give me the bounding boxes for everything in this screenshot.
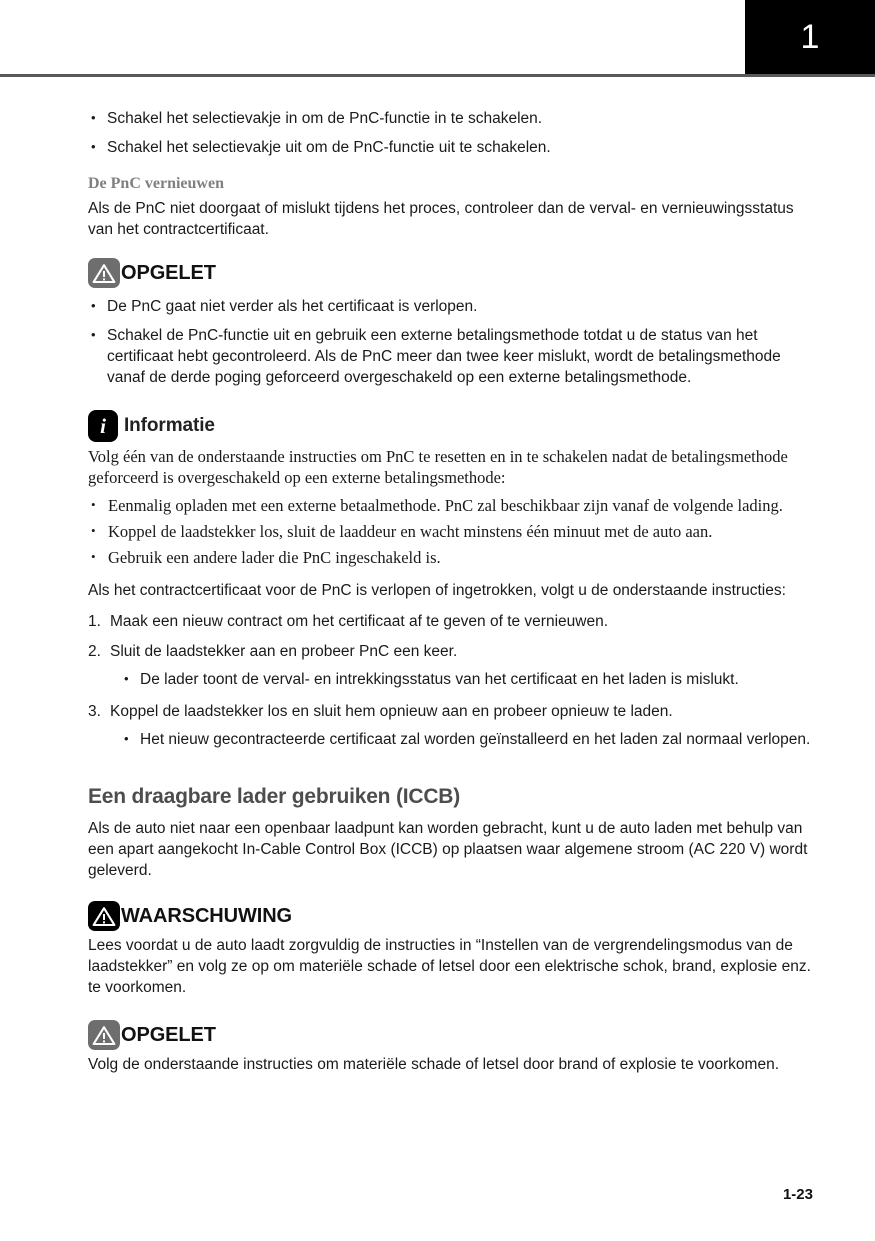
header-divider — [0, 74, 875, 77]
page-header — [0, 0, 875, 76]
section-paragraph: Als de auto niet naar een openbaar laadpunt kan worden gebracht, kunt u de auto laden met behulp van een apart aangekocht In-Cable Control Box (ICCB) op plaatsen waar algemene stroom (AC 220 V) wordt geleverd. — [88, 820, 808, 879]
warning-paragraph: Lees voordat u de auto laadt zorgvuldig de instructies in “Instellen van de vergrendelingsmodus van de laadstekker” en volg ze op om materiële schade of letsel door een elektrische schok, brand, explosie enz. te voorkomen. — [88, 937, 811, 996]
chapter-number-tab: 1 — [745, 0, 875, 75]
warning-triangle-icon — [88, 1020, 120, 1050]
list-item: • Schakel de PnC-functie uit en gebruik een externe betalingsmethode totdat u de status van het certificaat hebt gecontroleerd. Als de PnC meer dan twee keer mislukt, wordt de betalingsmethode vanaf de derde poging geforceerd overgeschakeld op een externe betalingsmethode. — [88, 325, 813, 388]
information-body — [88, 446, 813, 568]
caution-notice-header-1 — [88, 258, 813, 288]
list-item: • Schakel het selectievakje in om de PnC-functie in te schakelen. — [88, 108, 813, 129]
step-text: Koppel de laadstekker los en sluit hem opnieuw aan en probeer opnieuw te laden. — [110, 703, 673, 720]
warning-notice-header — [88, 901, 813, 931]
warning-label: WAARSCHUWING — [121, 905, 293, 927]
information-label: Informatie — [124, 415, 215, 436]
step-number: 2. — [88, 643, 101, 660]
information-icon — [88, 410, 118, 442]
caution-notice-header-2 — [88, 1020, 813, 1050]
step-text: Maak een nieuw contract om het certificaat af te geven of te vernieuwen. — [110, 613, 608, 630]
list-item: • Schakel het selectievakje uit om de PnC-functie uit te schakelen. — [88, 137, 813, 158]
caution-bullet-list-1 — [88, 296, 813, 388]
top-bullet-list — [88, 108, 813, 158]
caution-label: OPGELET — [121, 1024, 216, 1046]
information-paragraph: Volg één van de onderstaande instructies om PnC te resetten en in te schakelen nadat de betalingsmethode geforceerd is overgeschakeld op een externe betalingsmethode: — [88, 447, 788, 487]
sub-heading-pnc-vernieuwen: De PnC vernieuwen — [88, 175, 224, 192]
list-item — [88, 641, 813, 690]
svg-text:i: i — [100, 414, 106, 438]
list-item — [88, 701, 813, 750]
page-number: 1-23 — [782, 1186, 813, 1203]
list-item: • De PnC gaat niet verder als het certificaat is verlopen. — [88, 296, 813, 317]
caution-label: OPGELET — [121, 262, 216, 284]
section-heading-iccb: Een draagbare lader gebruiken (ICCB) — [88, 785, 461, 808]
intro-paragraph: Als de PnC niet doorgaat of mislukt tijdens het proces, controleer dan de verval- en vernieuwingsstatus van het contractcertificaat. — [88, 200, 794, 238]
step-sub-bullet-list — [110, 669, 813, 690]
page-content — [0, 108, 875, 1075]
step-text: Sluit de laadstekker aan en probeer PnC een keer. — [110, 643, 458, 660]
list-item: • De lader toont de verval- en intrekkingsstatus van het certificaat en het laden is mislukt. — [120, 669, 813, 690]
warning-triangle-icon — [88, 258, 120, 288]
procedure-intro-paragraph: Als het contractcertificaat voor de PnC is verlopen of ingetrokken, volgt u de onderstaande instructies: — [88, 582, 786, 599]
list-item — [88, 611, 813, 632]
information-notice-header — [88, 410, 813, 442]
information-bullet-list — [88, 495, 813, 568]
warning-triangle-icon — [88, 901, 120, 931]
step-sub-bullet-list — [110, 729, 813, 750]
caution-paragraph-2: Volg de onderstaande instructies om materiële schade of letsel door brand of explosie te voorkomen. — [88, 1056, 780, 1073]
list-item: • Eenmalig opladen met een externe betaalmethode. PnC zal beschikbaar zijn vanaf de volgende lading. — [88, 495, 813, 516]
procedure-step-list — [88, 611, 813, 750]
list-item: • Gebruik een andere lader die PnC ingeschakeld is. — [88, 547, 813, 568]
list-item: • Koppel de laadstekker los, sluit de laaddeur en wacht minstens één minuut met de auto aan. — [88, 521, 813, 542]
step-number: 1. — [88, 613, 101, 630]
list-item: • Het nieuw gecontracteerde certificaat zal worden geïnstalleerd en het laden zal normaal verlopen. — [120, 729, 813, 750]
step-number: 3. — [88, 703, 101, 720]
